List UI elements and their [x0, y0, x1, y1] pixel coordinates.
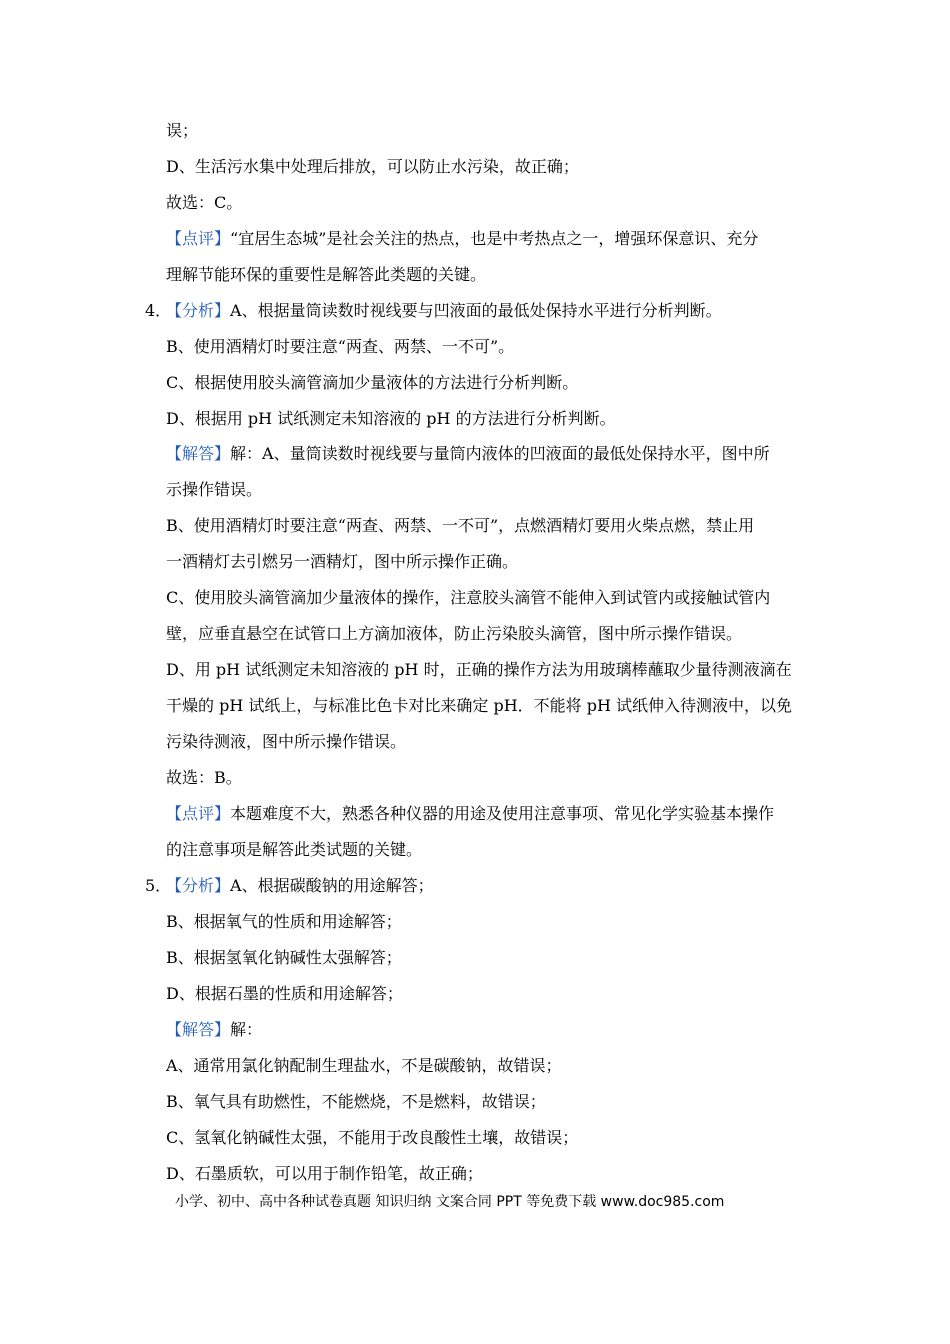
- line-text: D、用 pH 试纸测定未知溶液的 pH 时，正确的操作方法为用玻璃棒蘸取少量待测液滴在: [166, 660, 792, 679]
- text-line: [166, 624, 742, 644]
- section-tag: 【解答】: [166, 1020, 231, 1039]
- text-line: [166, 409, 616, 429]
- line-text: 故选：B。: [166, 768, 242, 787]
- line-text: 的注意事项是解答此类试题的关键。: [166, 840, 423, 859]
- line-text: A、根据量筒读数时视线要与凹液面的最低处保持水平进行分析判断。: [230, 301, 722, 320]
- text-line: [166, 696, 792, 716]
- section-tag: 【点评】: [166, 804, 231, 823]
- section-tag: 【解答】: [166, 444, 231, 463]
- line-text: 解：A、量筒读数时视线要与量筒内液体的凹液面的最低处保持水平，图中所: [230, 444, 770, 463]
- line-text: D、生活污水集中处理后排放，可以防止水污染，故正确；: [166, 157, 579, 176]
- text-line: [166, 301, 722, 321]
- line-text: B、根据氧气的性质和用途解答；: [166, 912, 402, 931]
- line-text: 一酒精灯去引燃另一酒精灯，图中所示操作正确。: [166, 552, 519, 571]
- text-line: [166, 660, 792, 680]
- text-line: [166, 516, 754, 536]
- line-text: 故选：C。: [166, 193, 243, 212]
- text-line: [166, 732, 406, 752]
- text-line: [166, 1092, 546, 1112]
- text-line: [166, 804, 774, 824]
- text-line: [166, 373, 578, 393]
- line-text: 污染待测液，图中所示操作错误。: [166, 732, 407, 751]
- text-line: [166, 265, 486, 285]
- text-line: [166, 480, 262, 500]
- text-line: [166, 444, 770, 464]
- section-tag: 【分析】: [166, 876, 231, 895]
- text-line: [166, 876, 434, 896]
- text-line: [166, 1164, 483, 1184]
- line-text: “宜居生态城”是社会关注的热点，也是中考热点之一，增强环保意识、充分: [230, 229, 759, 248]
- line-text: B、使用酒精灯时要注意“两查、两禁、一不可”，点燃酒精灯要用火柴点燃，禁止用: [166, 516, 755, 535]
- line-text: C、氢氧化钠碱性太强，不能用于改良酸性土壤，故错误；: [166, 1128, 579, 1147]
- line-text: 本题难度不大，熟悉各种仪器的用途及使用注意事项、常见化学实验基本操作: [230, 804, 775, 823]
- line-text: B、使用酒精灯时要注意“两查、两禁、一不可”。: [166, 337, 515, 356]
- text-line: [166, 229, 758, 249]
- line-text: B、氧气具有助燃性，不能燃烧，不是燃料，故错误；: [166, 1092, 546, 1111]
- line-text: A、通常用氯化钠配制生理盐水，不是碳酸钠，故错误；: [166, 1056, 562, 1075]
- line-text: 解：: [230, 1020, 263, 1039]
- text-line: [166, 121, 198, 141]
- line-text: A、根据碳酸钠的用途解答；: [230, 876, 434, 895]
- text-line: [166, 912, 402, 932]
- text-line: [166, 1056, 562, 1076]
- line-text: D、石墨质软，可以用于制作铅笔，故正确；: [166, 1164, 483, 1183]
- text-line: [166, 1020, 262, 1040]
- text-line: [166, 840, 422, 860]
- text-line: [166, 337, 514, 357]
- text-line: [166, 948, 402, 968]
- line-text: C、使用胶头滴管滴加少量液体的操作，注意胶头滴管不能伸入到试管内或接触试管内: [166, 588, 771, 607]
- line-text: C、根据使用胶头滴管滴加少量液体的方法进行分析判断。: [166, 373, 579, 392]
- text-line: [166, 193, 242, 213]
- section-tag: 【分析】: [166, 301, 231, 320]
- page-footer: 小学、初中、高中各种试卷真题 知识归纳 文案合同 PPT 等免费下载 www.doc985.com: [175, 1194, 725, 1210]
- line-text: 示操作错误。: [166, 480, 263, 499]
- text-line: [166, 552, 518, 572]
- line-text: D、根据用 pH 试纸测定未知溶液的 pH 的方法进行分析判断。: [166, 409, 616, 428]
- line-text: 理解节能环保的重要性是解答此类题的关键。: [166, 265, 487, 284]
- line-text: 误；: [166, 121, 199, 140]
- line-text: D、根据石墨的性质和用途解答；: [166, 984, 403, 1003]
- text-line: [166, 984, 403, 1004]
- line-text: 干燥的 pH 试纸上，与标准比色卡对比来确定 pH．不能将 pH 试纸伸入待测液中，以免: [166, 696, 793, 715]
- text-line: [166, 157, 579, 177]
- line-text: B、根据氢氧化钠碱性太强解答；: [166, 948, 402, 967]
- text-line: [166, 588, 770, 608]
- question-number: 4．: [145, 301, 172, 320]
- section-tag: 【点评】: [166, 229, 231, 248]
- question-number: 5．: [145, 876, 172, 895]
- line-text: 壁，应垂直悬空在试管口上方滴加液体，防止污染胶头滴管，图中所示操作错误。: [166, 624, 743, 643]
- text-line: [166, 768, 242, 788]
- text-line: [166, 1128, 578, 1148]
